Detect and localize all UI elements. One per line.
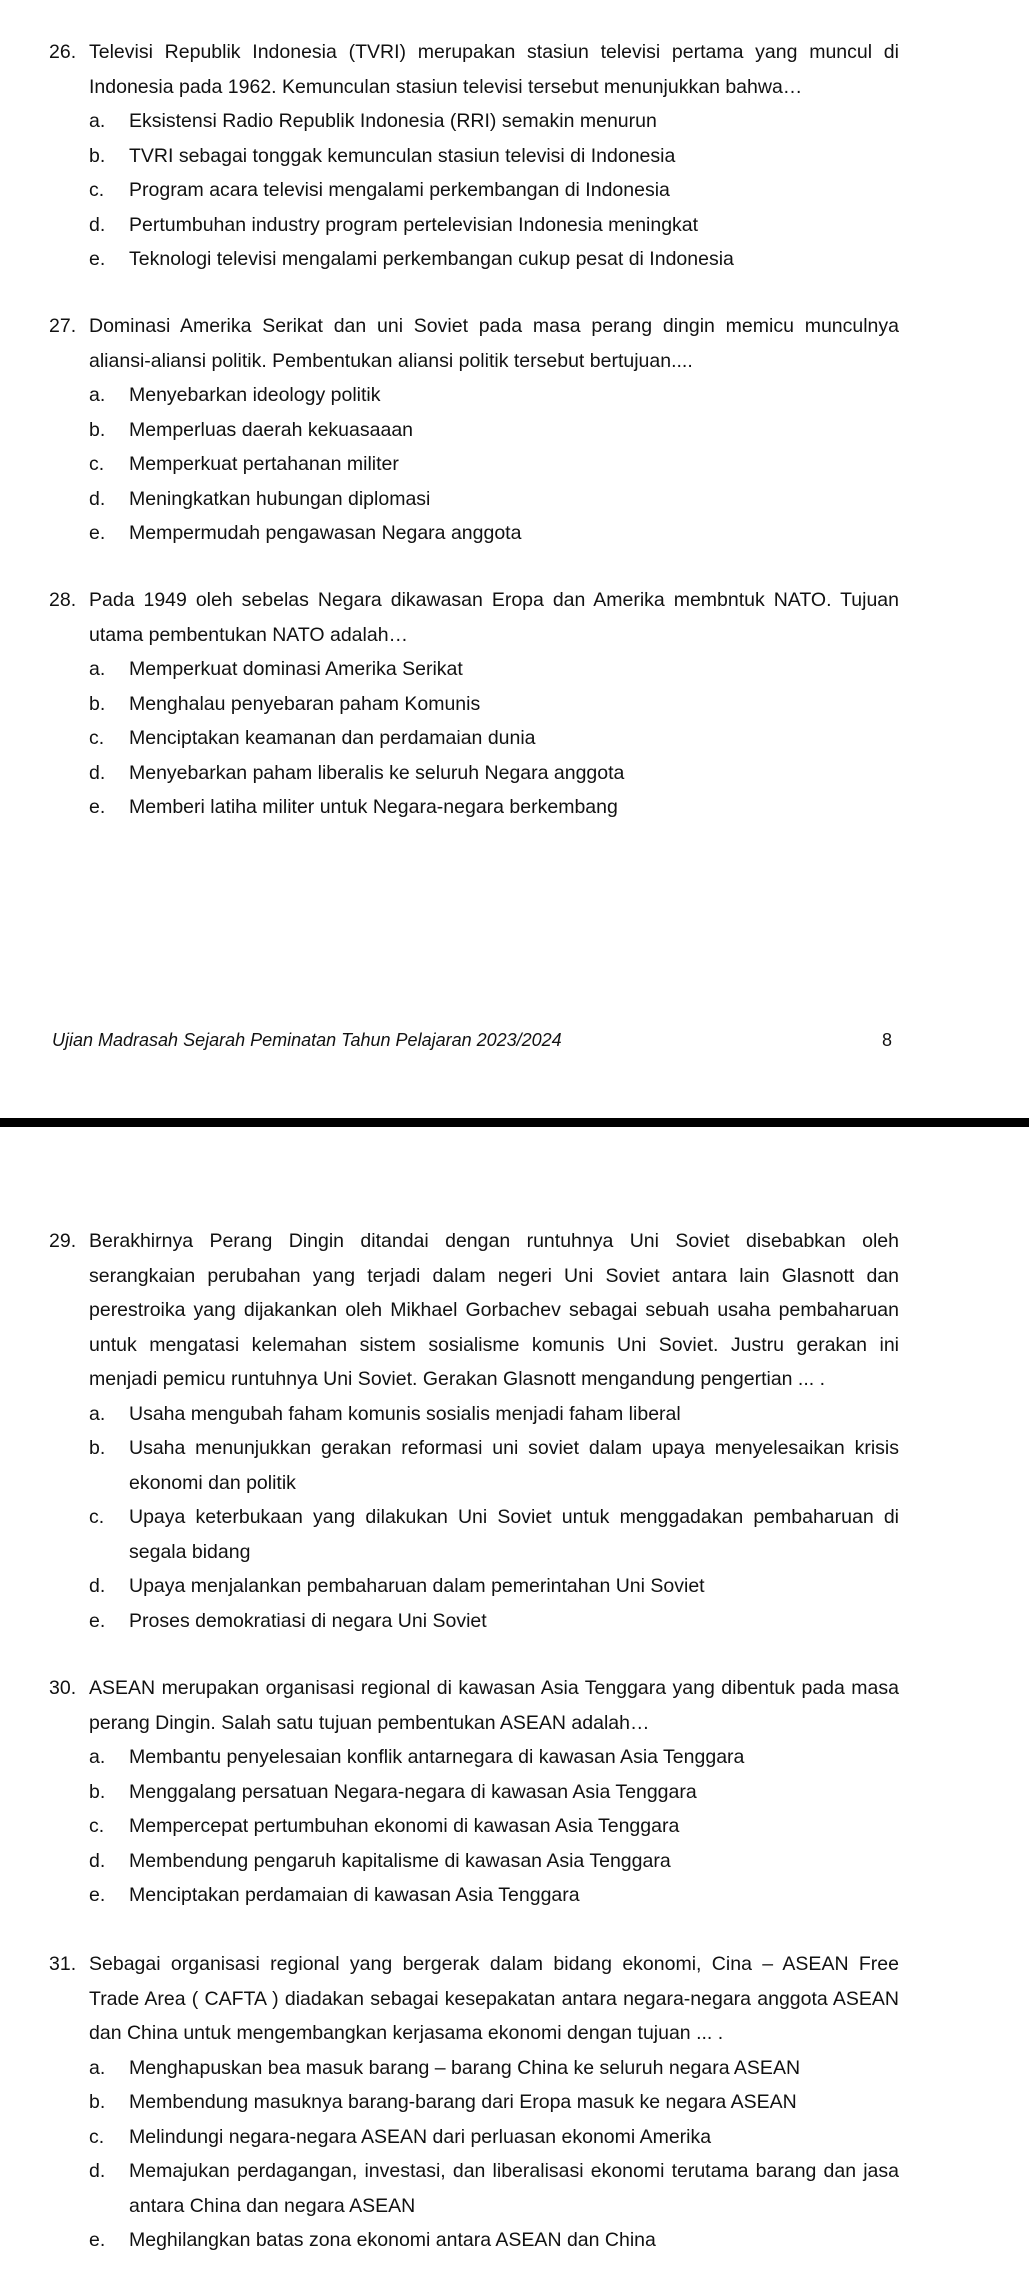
question-stem: Dominasi Amerika Serikat dan uni Soviet pada masa perang dingin memicu munculnya aliansi-aliansi politik. Pembentukan aliansi politik tersebut bertujuan.... [89,315,899,372]
option-letter: d. [89,761,106,784]
option-letter: a. [89,1402,106,1425]
option-b: b. TVRI sebagai tonggak kemunculan stasiun televisi di Indonesia [89,139,899,174]
option-letter: a. [89,1746,106,1768]
option-letter: b. [89,692,106,715]
option-letter: c. [89,727,105,749]
question-number: 29. [49,1230,77,1252]
option-d: d. Menyebarkan paham liberalis ke seluruh Negara anggota [89,756,899,791]
question-number: 26. [49,41,77,63]
question-29 [49,1224,899,1638]
question-number: 28. [49,589,77,611]
option-letter: d. [89,1575,106,1597]
option-letter: e. [89,2229,106,2251]
question-31 [49,1947,899,2258]
option-d: d. Pertumbuhan industry program pertelevisian Indonesia meningkat [89,208,899,243]
question-number: 27. [49,315,77,337]
option-a: a. Menyebarkan ideology politik [89,378,899,413]
question-27 [49,309,899,551]
option-letter: d. [89,487,106,510]
option-b: b. Usaha menunjukkan gerakan reformasi uni soviet dalam upaya menyelesaikan krisis ekonomi dan politik [89,1431,899,1500]
question-stem: ASEAN merupakan organisasi regional di kawasan Asia Tenggara yang dibentuk pada masa perang Dingin. Salah satu tujuan pembentukan ASEAN adalah… [89,1677,899,1734]
option-letter: a. [89,384,106,406]
option-letter: b. [89,144,106,167]
option-d: d. Meningkatkan hubungan diplomasi [89,482,899,517]
option-d: d. Memajukan perdagangan, investasi, dan liberalisasi ekonomi terutama barang dan jasa antara China dan negara ASEAN [89,2154,899,2223]
option-letter: e. [89,1884,106,1906]
option-a: a. Usaha mengubah faham komunis sosialis menjadi faham liberal [89,1397,899,1432]
option-c: c. Upaya keterbukaan yang dilakukan Uni Soviet untuk menggadakan pembaharuan di segala bidang [89,1500,899,1569]
option-b: b. Memperluas daerah kekuasaaan [89,413,899,448]
question-26 [49,35,899,277]
option-letter: e. [89,796,106,818]
option-letter: e. [89,522,106,544]
option-b: b. Menghalau penyebaran paham Komunis [89,687,899,722]
option-letter: d. [89,213,106,236]
option-letter: d. [89,2160,106,2182]
question-stem: Pada 1949 oleh sebelas Negara dikawasan Eropa dan Amerika membntuk NATO. Tujuan utama pembentukan NATO adalah… [89,589,899,646]
option-e: e. Memberi latiha militer untuk Negara-negara berkembang [89,790,899,825]
question-number: 31. [49,1953,77,1975]
option-d: d. Membendung pengaruh kapitalisme di kawasan Asia Tenggara [89,1844,899,1879]
option-a: a. Eksistensi Radio Republik Indonesia (RRI) semakin menurun [89,104,899,139]
option-c: c. Menciptakan keamanan dan perdamaian dunia [89,721,899,756]
question-stem: Berakhirnya Perang Dingin ditandai dengan runtuhnya Uni Soviet disebabkan oleh serangkaian perubahan yang terjadi dalam negeri Uni Soviet antara lain Glasnott dan perestroika yang dijakankan oleh Mikhael Gorbachev sebagai sebuah usaha pembaharuan untuk mengatasi kelemahan sistem sosialisme komunis Uni Soviet. Justru gerakan ini menjadi pemicu runtuhnya Uni Soviet. Gerakan Glasnott mengandung pengertian ... . [89,1230,899,1390]
option-b: b. Menggalang persatuan Negara-negara di kawasan Asia Tenggara [89,1775,899,1810]
option-letter: c. [89,1815,105,1837]
option-letter: b. [89,1437,106,1459]
question-number: 30. [49,1677,77,1699]
option-letter: c. [89,453,105,475]
page-number: 8 [881,1030,892,1050]
option-letter: b. [89,2091,106,2113]
option-d: d. Upaya menjalankan pembaharuan dalam pemerintahan Uni Soviet [89,1569,899,1604]
option-a: a. Memperkuat dominasi Amerika Serikat [89,652,899,687]
option-letter: c. [89,2125,105,2148]
option-c: c. Memperkuat pertahanan militer [89,447,899,482]
option-c: c. Mempercepat pertumbuhan ekonomi di kawasan Asia Tenggara [89,1809,899,1844]
question-28 [49,583,899,825]
option-a: a. Membantu penyelesaian konflik antarnegara di kawasan Asia Tenggara [89,1740,899,1775]
question-30 [49,1671,899,1913]
option-a: a. Menghapuskan bea masuk barang – barang China ke seluruh negara ASEAN [89,2051,899,2086]
option-e: e. Mempermudah pengawasan Negara anggota [89,516,899,551]
option-letter: a. [89,110,106,132]
option-letter: e. [89,1609,106,1632]
question-stem: Sebagai organisasi regional yang bergerak dalam bidang ekonomi, Cina – ASEAN Free Trade Area ( CAFTA ) diadakan sebagai kesepakatan antara negara-negara anggota ASEAN dan China untuk mengembangkan kerjasama ekonomi dengan tujuan ... . [89,1953,899,2044]
option-letter: b. [89,1780,106,1803]
option-letter: c. [89,179,105,201]
option-e: e. Proses demokratiasi di negara Uni Soviet [89,1604,899,1639]
footer-title: Ujian Madrasah Sejarah Peminatan Tahun Pelajaran 2023/2024 [52,1030,562,1050]
page-divider [0,1118,1029,1127]
option-c: c. Melindungi negara-negara ASEAN dari perluasan ekonomi Amerika [89,2120,899,2155]
option-letter: c. [89,1506,105,1528]
option-letter: e. [89,248,106,270]
page-footer [52,1030,892,1051]
option-letter: a. [89,658,106,680]
question-stem: Televisi Republik Indonesia (TVRI) merupakan stasiun televisi pertama yang muncul di Indonesia pada 1962. Kemunculan stasiun televisi tersebut menunjukkan bahwa… [89,41,899,98]
option-c: c. Program acara televisi mengalami perkembangan di Indonesia [89,173,899,208]
option-letter: d. [89,1849,106,1872]
option-e: e. Meghilangkan batas zona ekonomi antara ASEAN dan China [89,2223,899,2258]
option-letter: a. [89,2056,106,2079]
option-e: e. Menciptakan perdamaian di kawasan Asia Tenggara [89,1878,899,1913]
option-e: e. Teknologi televisi mengalami perkembangan cukup pesat di Indonesia [89,242,899,277]
option-b: b. Membendung masuknya barang-barang dari Eropa masuk ke negara ASEAN [89,2085,899,2120]
option-letter: b. [89,418,106,441]
